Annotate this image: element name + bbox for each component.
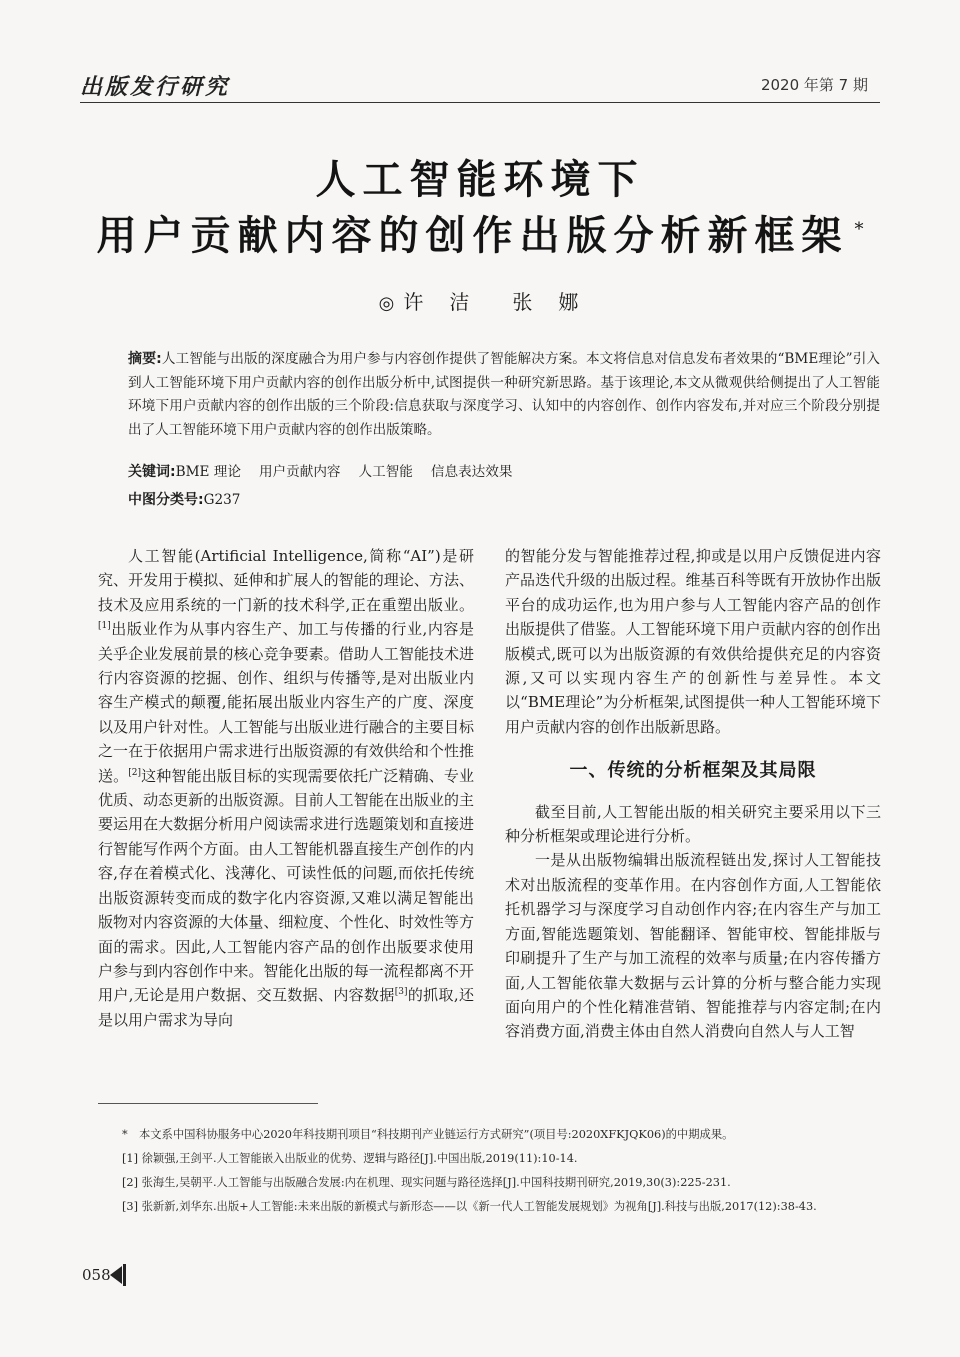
classification-code: G237 — [203, 492, 241, 508]
article-title-line1: 人工智能环境下 — [315, 156, 645, 203]
footnote-reference: [3] 张新新,刘华东.出版+人工智能:未来出版的新模式与新形态——以《新一代人工智能发展规划》为视角[J].科技与出版,2017(12):38-43. — [122, 1200, 817, 1213]
body-paragraph — [98, 544, 474, 1032]
footnote-funding: * 本文系中国科协服务中心2020年科技期刊项目“科技期刊产业链运行方式研究”(项目号:2020XFKJQK06)的中期成果。 — [122, 1128, 734, 1141]
keyword: 用户贡献内容 — [258, 464, 341, 480]
author-symbol: ◎ — [378, 293, 398, 314]
classification — [128, 489, 240, 509]
abstract-label: 摘要: — [128, 351, 162, 367]
body-text: 的抓取,还是以用户需求为导向 — [98, 986, 474, 1029]
citation-ref: [3] — [394, 987, 408, 998]
citation-ref: [1] — [98, 621, 111, 632]
abstract-text: 人工智能与出版的深度融合为用户参与内容创作提供了智能解决方案。本文将信息对信息发布者效果的“BME理论”引入到人工智能环境下用户贡献内容的创作出版分析中,试图提供一种研究新思路。基于该理论,本文从微观供给侧提出了人工智能环境下用户贡献内容的创作出版的三个阶段:信息获取与深度学习、认知中的内容创作、创作内容发布,并对应三个阶段分别提出了人工智能环境下用户贡献内容的创作出版策略。 — [128, 351, 880, 438]
footnote-reference: [1] 徐颖强,王剑平.人工智能嵌入出版业的优势、逻辑与路径[J].中国出版,2019(11):10-14. — [122, 1152, 578, 1165]
footnote-reference: [2] 张海生,吴朝平.人工智能与出版融合发展:内在机理、现实问题与路径选择[J].中国科技期刊研究,2019,30(3):225-231. — [122, 1176, 731, 1189]
page-number: 058 — [82, 1266, 111, 1284]
body-paragraph: 一是从出版物编辑出版流程链出发,探讨人工智能技术对出版流程的变革作用。在内容创作方面,人工智能依托机器学习与深度学习自动创作内容;在内容生产与加工方面,智能选题策划、智能翻译、智能审校、智能排版与印刷提升了生产与加工流程的效率与质量;在内容传播方面,人工智能依靠大数据与云计算的分析与整合能力实现面向用户的个性化精准营销、智能推荐与内容定制;在内容消费方面,消费主体由自然人消费向自然人与人工智 — [505, 851, 881, 1041]
page-arrow-icon — [110, 1266, 122, 1284]
body-column-right — [505, 544, 881, 1044]
author-1: 许 洁 — [403, 290, 473, 314]
page-bar-icon — [123, 1264, 126, 1286]
keywords — [128, 460, 530, 481]
title-footnote-marker: * — [854, 218, 864, 240]
body-column-left — [98, 544, 474, 1032]
body-text: 这种智能出版目标的实现需要依托广泛精确、专业优质、动态更新的出版资源。目前人工智能在出版业的主要运用在大数据分析用户阅读需求进行选题策划和直接进行智能写作两个方面。由人工智能机器直接生产创作的内容,存在着模式化、浅薄化、可读性低的问题,而依托传统出版资源转变而成的数字化内容资源,又难以满足智能出版物对内容资源的大体量、细粒度、个性化、时效性等方面的需求。因此,人工智能内容产品的创作出版要求使用户参与到内容创作中来。智能化出版的每一流程都离不开用户,无论是用户数据、交互数据、内容数据 — [98, 766, 474, 1005]
section-heading: 一、传统的分析框架及其局限 — [569, 760, 817, 782]
issue-label: 2020 年第 7 期 — [760, 76, 868, 94]
keyword: 人工智能 — [358, 464, 413, 480]
author-2: 张 娜 — [512, 290, 582, 314]
keywords-label: 关键词: — [128, 464, 176, 480]
footnotes — [98, 1123, 880, 1219]
abstract — [128, 348, 880, 442]
authors — [0, 286, 960, 315]
keyword: 信息表达效果 — [430, 464, 513, 480]
body-paragraph: 截至目前,人工智能出版的相关研究主要采用以下三种分析框架或理论进行分析。 — [505, 802, 881, 846]
classification-label: 中图分类号: — [128, 492, 204, 508]
article-title-line2-text: 用户贡献内容的创作出版分析新框架 — [96, 212, 849, 259]
footnote-divider — [98, 1103, 318, 1104]
body-text: 出版业作为从事内容生产、加工与传播的行业,内容是关乎企业发展前景的核心竞争要素。借助人工智能技术进行内容资源的挖掘、创作、组织与传播等,是对出版业内容生产模式的颠覆,能拓展出版业内容生产的广度、深度以及用户针对性。人工智能与出版业进行融合的主要目标之一在于依据用户需求进行出版资源的有效供给和个性推送。 — [98, 620, 474, 785]
body-paragraph: 的智能分发与智能推荐过程,抑或是以用户反馈促进内容产品迭代升级的出版过程。维基百科等既有开放协作出版平台的成功运作,也为用户参与人工智能内容产品的创作出版提供了借鉴。人工智能环境下用户贡献内容的创作出版模式,既可以为出版资源的有效供给提供充足的内容资源,又可以实现内容生产的创新性与差异性。本文以“BME理论”为分析框架,试图提供一种人工智能环境下用户贡献内容的创作出版新思路。 — [505, 547, 881, 736]
keyword: BME 理论 — [175, 464, 241, 480]
journal-name: 出版发行研究 — [80, 74, 231, 100]
body-text: 人工智能(Artificial Intelligence,简称“AI”)是研究、开发用于模拟、延伸和扩展人的智能的理论、方法、技术及应用系统的一门新的技术科学,正在重塑出版业。 — [98, 547, 474, 614]
citation-ref: [2] — [128, 767, 142, 778]
article-title-line2 — [0, 204, 960, 261]
header-divider — [80, 102, 880, 103]
